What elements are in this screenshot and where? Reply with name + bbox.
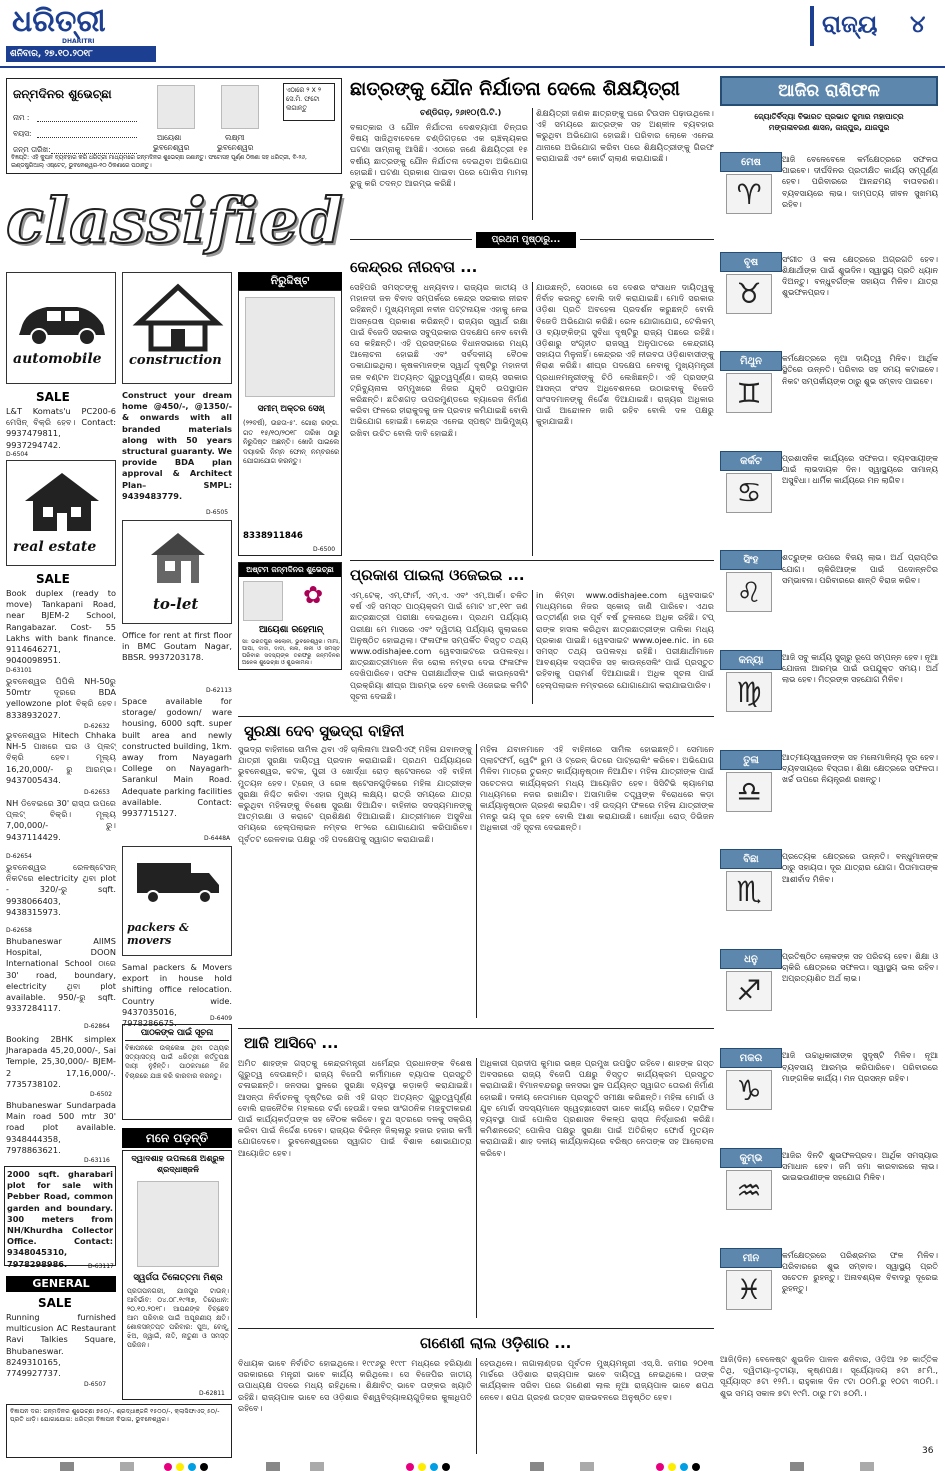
obituary-text: ପ୍ରତାପନଗରୀ, ଯାଜପୁର ଟାଉନ୍। ଆବିର୍ଭାବ: ୦୪.୦୮.୧୯୩୭, ତିରୋଧାନ: ୨୦.୧୦.୨୦୧୮। ଆପଣଙ୍କ ବିଚ୍ଛେଦ ଆମ ପରିବାର ପାଇଁ ଅପୂରଣୀୟ କ୍ଷତି। ଶୋକସନ୍ତପ୍ତ ପରିବାର: ପୁଅ, ବୋହୂ, ଝିଅ, ଜ୍ୱାଇଁ, ନାତି, ନାତୁଣୀ ଓ ସମସ୍ତ ପରିଜନ। bbox=[127, 1287, 229, 1349]
realestate-ad-5: ଭୁବନେଶ୍ୱର ରେଳଷ୍ଟେସନ୍ ନିକଟରେ electricity ଥିବା plot - 320/-ରୁ sqft. 9938066403, 9438315973. bbox=[6, 862, 116, 917]
lead-headline: ଛାତ୍ରଙ୍କୁ ଯୌନ ନିର୍ଯାତନା ଦେଲେ ଶିକ୍ଷୟିତ୍ରୀ bbox=[350, 78, 680, 100]
obituary-name: ସ୍ୱର୍ଗତା ତିଳୋତ୍ତମା ମିଶ୍ର bbox=[133, 1273, 223, 1283]
child-place-1: ଭୁବନେଶ୍ୱର bbox=[153, 143, 190, 152]
birthday-ad-name: ଆୟେଶା ରହେମାନ୍ bbox=[258, 625, 324, 635]
story3-body-2: ମହିଳା ଯବାନମାନେ ଏହି ବାହିନୀରେ ସାମିଲ ହୋଇଛନ୍ତି। ସେମାନେ ପ୍ଲାଟଫର୍ମ, ୱେଟିଂ ରୁମ ଓ ଟ୍ରେନ୍ ଭିତରେ ପାଟ୍ରୋଲିଂ କରିବେ। ଅଭିଯୋଗ ମିଳିବା ମାତ୍ରେ ତୁରନ୍ତ କାର୍ଯ୍ୟାନୁଷ୍ଠାନ ନିଆଯିବ। ମହିଳା ଯାତ୍ରୀଙ୍କ ପାଇଁ ସଚେତନତା କାର୍ଯ୍ୟକ୍ରମ ମଧ୍ୟ ଆୟୋଜିତ ହେବ। ସିସିଟିଭି କ୍ୟାମେରା ମାଧ୍ୟମରେ ନଜର ରଖାଯିବ। ଅସାମାଜିକ ତତ୍ତ୍ୱଙ୍କ ବିରୋଧରେ କଡ଼ା କାର୍ଯ୍ୟାନୁଷ୍ଠାନ ଗ୍ରହଣ କରାଯିବ। ଏହି ଉଦ୍ୟମ ଫଳରେ ମହିଳା ଯାତ୍ରୀଙ୍କ ମନରୁ ଭୟ ଦୂର ହେବ ବୋଲି ଆଶା କରାଯାଉଛି। ଖୋର୍ଦ୍ଧା ରୋଡ୍ ଡିଭିଜନ ଅଧିକାରୀ ଏହି ସୂଚନା ଦେଇଛନ୍ତି। bbox=[480, 744, 714, 833]
classified-banner-text: classified bbox=[6, 184, 344, 257]
tolet-label: to-let bbox=[153, 595, 199, 613]
missing-phone: 8338911846 bbox=[243, 531, 303, 541]
lead-body-1: ବଳାତ୍କାର ଓ ଯୌନ ନିର୍ଯାତନା ଦେଶବ୍ୟାପୀ ଚିନ୍ତାର ବିଷୟ ସାଜିଥିବାବେଳେ ଚଣ୍ଡିଗଡ଼ରେ ଏକ ଚାଞ୍ଚଲ୍ୟକର ଘଟଣା ସାମ୍ନାକୁ ଆସିଛି। ଏଠାରେ ଜଣେ ଶିକ୍ଷୟିତ୍ରୀ ୧୫ ବର୍ଷୀୟ ଛାତ୍ରଙ୍କୁ ଯୌନ ନିର୍ଯାତନା ଦେଇଥିବା ଅଭିଯୋଗ ହୋଇଛି। ଘଟଣା ପ୍ରକାଶ ପାଇବା ପରେ ପୋଲିସ ମାମଲା ରୁଜୁ କରି ତଦନ୍ତ ଆରମ୍ଭ କରିଛି। bbox=[350, 122, 528, 189]
general-heading: GENERAL bbox=[6, 1276, 116, 1292]
birthday-ad bbox=[238, 562, 342, 670]
automobile-label: automobile bbox=[13, 351, 102, 367]
birthday-form bbox=[6, 78, 342, 174]
lead-body-2: ଶିକ୍ଷୟିତ୍ରୀ ଜଣକ ଛାତ୍ରଙ୍କୁ ଘରେ ଟିଉସନ ପଢ଼ାଉଥିଲେ। ଏହି ସମୟରେ ଛାତ୍ରଙ୍କ ସହ ଅଶ୍ଳୀଳ ବ୍ୟବହାର କରୁଥିବା ଅଭିଯୋଗ ହୋଇଛି। ପରିବାର ଲୋକେ ଏନେଇ ଥାନାରେ ଅଭିଯୋଗ କରିବା ପରେ ଶିକ୍ଷୟିତ୍ରୀଙ୍କୁ ଗିରଫ କରାଯାଇଛି ଏବଂ କୋର୍ଟ ଚାଲାଣ କରାଯାଇଛି। bbox=[536, 108, 714, 163]
reader-note bbox=[122, 1024, 232, 1120]
packers-ad: Samal packers & Movers export in house hold shifting office relocation. Country wide. 9437035016, 7978286675. bbox=[122, 962, 232, 1029]
horoscope-row bbox=[720, 1248, 938, 1344]
realestate-ad-2: ଭୁବନେଶ୍ୱର ପିପିଲି NH-50ରୁ 50mtr ଦୂରରେ BDA yellowzone plot ବିକ୍ରି ହେବ। 8338932027. bbox=[6, 676, 116, 720]
birthday-ad-text: ସା: ଭରତପୁର କଲୋନୀ, ଭୁବନେଶ୍ୱର। ମାମା, ପାପା, ଦାଦା, ଦାଦୀ, ନାନା, ନାନୀ ଓ ସମସ୍ତ ପରିବାର ସଦସ୍ୟଙ୍କ ତରଫରୁ ଜନ୍ମଦିନର ଅନେକ ଶୁଭେଚ୍ଛା ଓ ଶୁଭକାମନା। bbox=[242, 639, 340, 666]
car-icon bbox=[7, 279, 117, 359]
story4-headline: ଆଜି ଆସିବେ ... bbox=[244, 1034, 339, 1052]
masthead-date: ଶନିବାର, ୨୭.୧୦.୨୦୧୮ bbox=[6, 46, 156, 62]
footer-page-number: 36 bbox=[922, 1446, 934, 1456]
zodiac-sign-label: ମେଷ bbox=[720, 152, 782, 172]
zodiac-sign-label: କନ୍ୟା bbox=[720, 650, 782, 670]
story5-body-1: ବିଧାୟକ ଭାବେ ନିର୍ବାଚିତ ହୋଇଥିଲେ। ୧୯୯୬ରୁ ୧୯୯୮ ମଧ୍ୟରେ ହରିୟାଣା ସରକାରରେ ମନ୍ତ୍ରୀ ଭାବେ କାର୍ଯ୍ୟ କରିଥିଲେ। ସେ ବିଜେପିର ଜାତୀୟ ଉପାଧ୍ୟକ୍ଷ ପଦରେ ମଧ୍ୟ ରହିଥିଲେ। ଶିକ୍ଷାବିତ୍ ଭାବେ ତାଙ୍କର ଖ୍ୟାତି ରହିଛି। ରାଜ୍ୟପାଳ ଭାବେ ସେ ଓଡ଼ିଶାର ବିଶ୍ୱବିଦ୍ୟାଳୟଗୁଡ଼ିକର କୁଳାଧିପତି ରହିବେ। bbox=[238, 1358, 472, 1413]
horoscope-header bbox=[720, 76, 938, 106]
realestate-ad-3-code: D-62653 bbox=[84, 789, 110, 796]
tolet-box bbox=[122, 520, 232, 624]
section-title: ରାଜ୍ୟ bbox=[822, 10, 878, 38]
realestate-ad-9: 2000 sqft. gharabari plot for sale with Pebber Road, common garden and boundary. 300 meters from NH/Khurdha Collector Office. Contact: 9348045310, 7978298986. bbox=[4, 1166, 116, 1266]
realestate-ad-1: Book duplex (ready to move) Tankapani Road, near BJEM-2 School, Rangabazar. Cost- 55 Lakhs with bank finance. 9114646271, 9040098951. bbox=[6, 588, 116, 666]
general-ad-code: D-6507 bbox=[84, 1381, 107, 1388]
zodiac-sign-label: ଧନୁ bbox=[720, 949, 782, 969]
obituary-code: D-62811 bbox=[199, 1390, 225, 1397]
zodiac-sign-label: ମୀନ bbox=[720, 1248, 782, 1268]
horoscope-subtitle: ଜ୍ୟୋତିର୍ବିଦ୍ୟା ବିଭାରତ ପ୍ରଭାତ କୁମାର ମହାପାତ୍ର ମଙ୍ଗଳାବରଣ ଶାସନ, ଜାଜ୍ପୁର, ଯାଜପୁର bbox=[754, 112, 904, 132]
cancer-icon: ♋ bbox=[726, 473, 772, 513]
child-place-2: ଭୁବନେଶ୍ୱର bbox=[217, 143, 254, 152]
gemini-icon: ♊ bbox=[726, 373, 772, 413]
zodiac-sign-label: ବିଛା bbox=[720, 849, 782, 869]
construction-ad: Construct your dream home @450/-, @1350/- & onwards with all branded materials along with 50 years structural guaranty. We provide BDA plan approval & Architect Plan– SMPL: 9439483779. bbox=[122, 390, 232, 501]
story1-body-2: ଯାଉଛନ୍ତି, ସେଠାରେ ସେ ଦେଶର ସଂସାଧନ ଦାୟିତ୍ୱକୁ ନିର୍ବାହ କରନ୍ତୁ ବୋଲି ଦାବି କରାଯାଇଛି। ମୋଦି ସରକାର ଓଡ଼ିଶା ପ୍ରତି ଅବହେଳା ପ୍ରଦର୍ଶନ କରୁଛନ୍ତି ବୋଲି ବିଜେଡି ଅଭିଯୋଗ କରିଛି। ରେଳ ଯୋଗାଯୋଗ, ଟେଲିକମ୍ ଓ ବ୍ୟାଙ୍କିଙ୍ଗ ସୁବିଧା ଦୃଷ୍ଟିରୁ ରାଜ୍ୟ ପଛରେ ରହିଛି। ଓଡ଼ିଶାରୁ ସଂଗୃହୀତ ରାଜସ୍ୱ ଅନୁପାତରେ କେନ୍ଦ୍ରୀୟ ସହାୟତା ମିଳୁନାହିଁ। କେନ୍ଦ୍ରର ଏହି ନୀରବତା ଓଡ଼ିଶାବାସୀଙ୍କୁ ନିରାଶ କରିଛି। ଶୀଘ୍ର ପଦକ୍ଷେପ ନେବାକୁ ମୁଖ୍ୟମନ୍ତ୍ରୀ ପ୍ରଧାନମନ୍ତ୍ରୀଙ୍କୁ ଚିଠି ଲେଖିଛନ୍ତି। ଏହି ପ୍ରସଙ୍ଗ ଆସନ୍ତା ସଂସଦ ଅଧିବେଶନରେ ଉଠାଇବାକୁ ବିଜେଡି ସାଂସଦମାନଙ୍କୁ ନିର୍ଦ୍ଦେଶ ଦିଆଯାଇଛି। ରାଜ୍ୟର ଅଧିକାର ପାଇଁ ଆନ୍ଦୋଳନ ଜାରି ରହିବ ବୋଲି ଦଳ ପକ୍ଷରୁ କୁହାଯାଇଛି। bbox=[536, 282, 714, 427]
horoscope-row bbox=[720, 451, 938, 547]
page-number: ୪ bbox=[910, 10, 926, 38]
story2-headline: ପ୍ରକାଶ ପାଇଲା ଓଜେଇଇ ... bbox=[350, 566, 525, 584]
sale-heading-3: SALE bbox=[38, 1296, 72, 1310]
packers-box bbox=[122, 846, 232, 956]
photo-placeholder: ଏଠାରେ ୨ X ୨ ସେ.ମି. ଫଟୋ ଲଗାନ୍ତୁ bbox=[283, 83, 335, 121]
realestate-ad-1-code: D-63101 bbox=[6, 667, 32, 674]
aquarius-icon: ♒ bbox=[726, 1170, 772, 1210]
capricorn-icon: ♑ bbox=[726, 1070, 772, 1110]
realestate-box bbox=[6, 460, 116, 566]
reader-note-text: ବିଜ୍ଞାପନରେ ଉଲ୍ଲେଖ ଥିବା ତଥ୍ୟର ସତ୍ୟାସତ୍ୟ ପାଇଁ ଧରିତ୍ରୀ କର୍ତ୍ତୃପକ୍ଷ ଦାୟୀ ନୁହଁନ୍ତି। ପାଠକମାନେ ନିଜ ବିଚାରରେ ଯାଞ୍ଚ କରି କାରବାର କରନ୍ତୁ। bbox=[125, 1044, 229, 1080]
missing-photo bbox=[245, 297, 335, 397]
taurus-icon: ♉ bbox=[726, 274, 772, 314]
horoscope-row bbox=[720, 849, 938, 945]
missing-box bbox=[238, 290, 342, 556]
zodiac-sign-label: ବୃଷ bbox=[720, 252, 782, 272]
zodiac-prediction: ସଂଗୀତ ଓ କଳା କ୍ଷେତ୍ରରେ ଅଗ୍ରଗତି ହେବ। ଶିକ୍ଷାର୍ଥୀଙ୍କ ପାଇଁ ଶୁଭଦିନ। ସ୍ୱାସ୍ଥ୍ୟ ପ୍ରତି ଧ୍ୟାନ ଦିଅନ୍ତୁ। ବନ୍ଧୁବର୍ଗଙ୍କ ସହାୟତା ମିଳିବ। ଯାତ୍ରା ଶୁଭଫଳପ୍ରଦ। bbox=[782, 254, 938, 298]
story3-headline: ସୁରକ୍ଷା ଦେବ ସୁଭଦ୍ରା ବାହିନୀ bbox=[244, 722, 405, 740]
zodiac-prediction: ପ୍ରତ୍ୟେକ କ୍ଷେତ୍ରରେ ଉନ୍ନତି। ବନ୍ଧୁମାନଙ୍କ ଠାରୁ ସହାୟତା। ଦୂର ଯାତ୍ରାର ଯୋଗ। ପିତାମାତାଙ୍କ ଆଶୀର୍ବାଦ ମିଳିବ। bbox=[782, 852, 938, 884]
birthday-child-photo bbox=[243, 581, 283, 621]
story2-body-1: ଏମ୍.ଟେକ୍, ଏମ୍.ଫାର୍ମ, ଏମ୍.ଏ. ଏବଂ ଏମ୍.ଆର୍କ। ଚଳିତ ବର୍ଷ ଏହି ସମସ୍ତ ପାଠ୍ୟକ୍ରମ ପାଇଁ ମୋଟ ୪୮,୧୧୮ ଜଣ ଛାତ୍ରଛାତ୍ରୀ ପରୀକ୍ଷା ଦେଇଥିଲେ। ପ୍ରଥମ ପର୍ଯ୍ୟାୟ ପରୀକ୍ଷା ମେ ମାସରେ ଏବଂ ଦ୍ୱିତୀୟ ପର୍ଯ୍ୟାୟ ଜୁଲାଇରେ ଅନୁଷ୍ଠିତ ହୋଇଥିଲା। ଫଳାଫଳ ସମ୍ପର୍କିତ ବିସ୍ତୃତ ତଥ୍ୟ www.odishajee.com ୱେବସାଇଟରେ ଉପଲବ୍ଧ। ଛାତ୍ରଛାତ୍ରୀମାନେ ନିଜ ରୋଲ ନମ୍ବର ଦେଇ ଫଳାଫଳ ଦେଖିପାରିବେ। ସଫଳ ପରୀକ୍ଷାର୍ଥୀଙ୍କ ପାଇଁ କାଉନ୍ସେଲିଂ ପ୍ରକ୍ରିୟା ଶୀଘ୍ର ଆରମ୍ଭ ହେବ ବୋଲି ଓଜେଇଇ କମିଟି ସୂଚନା ଦେଇଛି। bbox=[350, 590, 528, 701]
realestate-ad-4-code: D-62654 bbox=[6, 853, 32, 860]
panjika: ଆଜି(ଦିନ) ବେଳେଷ୍ଟ ଶୁଭଦିନ ପାଳନ ଶନିବାର, ଓଡ଼ିଆ ୨୭ କାର୍ତ୍ତିକ ତିଥି, ଦ୍ୱିତୀୟା-ତୃତୀୟା, କୃଷ୍ଣପକ୍ଷ। ସୂର୍ଯ୍ୟୋଦୟ ୫ଟା ୫୮ମି., ସୂର୍ଯ୍ୟାସ୍ତ ୫ଟା ୧୨ମି.। ରାହୁକାଳ ଦିନ ୯ଟା ୦୦ମି.ରୁ ୧୦ଟା ୩୦ମି.। ଶୁଭ ସମୟ ସକାଳ ୭ଟା ୧୯ମି. ଠାରୁ ୮ଟା ୫୦ମି.। bbox=[720, 1354, 938, 1398]
zodiac-sign-label: ତୁଳା bbox=[720, 750, 782, 770]
realestate-label: real estate bbox=[13, 539, 97, 555]
story4-body-2: ଅଧିକାରୀ ପ୍ରଦୀପ କୁମାର ଭଞ୍ଜ ପ୍ରମୁଖ ଉପସ୍ଥିତ ରହିବେ। ଶାହଙ୍କ ଗସ୍ତ ଅବସରରେ ରାଜ୍ୟ ବିଜେପି ପକ୍ଷରୁ ବିସ୍ତୃତ କାର୍ଯ୍ୟକ୍ରମ ପ୍ରସ୍ତୁତ କରାଯାଇଛି। ବିମାନବନ୍ଦରରୁ ଜନସଭା ସ୍ଥଳ ପର୍ଯ୍ୟନ୍ତ ସ୍ୱାଗତ ତୋରଣ ନିର୍ମାଣ ହୋଇଛି। ଦଳୀୟ ନେତାମାନେ ପ୍ରସ୍ତୁତି ସମୀକ୍ଷା କରିଛନ୍ତି। ମହିଳା ମୋର୍ଚ୍ଚା ଓ ଯୁବ ମୋର୍ଚ୍ଚା ସଦସ୍ୟମାନେ ସ୍ୱେଚ୍ଛାସେବୀ ଭାବେ କାର୍ଯ୍ୟ କରିବେ। ଟ୍ରାଫିକ ବ୍ୟବସ୍ଥା ପାଇଁ ପୋଲିସ ପ୍ରଶାସନ ବିକଳ୍ପ ରାସ୍ତା ନିର୍ଦ୍ଧାରଣ କରିଛି। କମିଶନରେଟ୍ ପୋଲିସ ପକ୍ଷରୁ ସୁରକ୍ଷା ପାଇଁ ଅତିରିକ୍ତ ଫୋର୍ସ ମୁତୟନ କରାଯାଇଛି। ଶାହ ଦଳୀୟ କାର୍ଯ୍ୟାଳୟରେ ବରିଷ୍ଠ ନେତାଙ୍କ ସହ ଆଲୋଚନା କରିବେ। bbox=[480, 1058, 714, 1158]
obituary-photo bbox=[137, 1181, 219, 1267]
horoscope-row bbox=[720, 650, 938, 746]
zodiac-sign-label: ସିଂହ bbox=[720, 550, 782, 570]
reader-note-title: ପାଠକଙ୍କ ପାଇଁ ସୂଚନା bbox=[125, 1027, 229, 1041]
zodiac-sign-label: କୁମ୍ଭ bbox=[720, 1148, 782, 1168]
story5-body-2: ହେଉଥିଲେ। ନାଗାଲାଣ୍ଡର ପୂର୍ବତନ ମୁଖ୍ୟମନ୍ତ୍ରୀ ଏସ୍.ସି. ଜମୀର ୨୦୧୩ ମାର୍ଚ୍ଚରେ ଓଡ଼ିଶାର ରାଜ୍ୟପାଳ ଭାବେ ଦାୟିତ୍ୱ ନେଇଥିଲେ। ତାଙ୍କ କାର୍ଯ୍ୟକାଳ ସରିବା ପରେ ଗଣେଶୀ ଲାଲ ନୂଆ ରାଜ୍ୟପାଳ ଭାବେ ଶପଥ ନେବେ। ଶପଥ ଗ୍ରହଣ ଉତ୍ସବ ରାଜଭବନରେ ଅନୁଷ୍ଠିତ ହେବ। bbox=[480, 1358, 714, 1402]
front-page-continued: ପ୍ରଥମ ପୃଷ୍ଠାରୁ... bbox=[476, 232, 576, 248]
zodiac-prediction: ଆଜିର ଦିନଟି ଶୁଭଫଳପ୍ରଦ। ଆର୍ଥିକ ସମସ୍ୟାର ସମାଧାନ ହେବ। ଜମି ଜମା କାରବାରରେ ଲାଭ। ଭାଇଭଉଣୀଙ୍କ ସହଯୋଗ ମିଳିବ। bbox=[782, 1151, 938, 1183]
story5-headline: ଗଣେଶୀ ଲାଲ ଓଡ଼ିଶାର ... bbox=[420, 1334, 572, 1352]
automobile-box bbox=[6, 272, 116, 384]
sale-heading-2: SALE bbox=[36, 572, 70, 586]
tolet-ad-1: Office for rent at first floor in BMC Goutam Nagar, BBSR. 9937203178. bbox=[122, 630, 232, 663]
child-photo-2 bbox=[221, 85, 259, 129]
construction-ad-code: D-6505 bbox=[206, 509, 229, 516]
horoscope-title: ଆଜିର ରାଶିଫଳ bbox=[778, 81, 880, 101]
story1-body-1: ସେହିପରି ସମସ୍ତଙ୍କୁ ଧନ୍ୟବାଦ। ରାଜ୍ୟର ଜାତୀୟ ଓ ମହାନଦୀ ଜଳ ବିବାଦ ସମ୍ପର୍କରେ କେନ୍ଦ୍ର ସରକାର ନୀରବ ରହିଛନ୍ତି। ମୁଖ୍ୟମନ୍ତ୍ରୀ ନବୀନ ପଟ୍ଟନାୟକ ଏହାକୁ ନେଇ ଅସନ୍ତୋଷ ପ୍ରକାଶ କରିଛନ୍ତି। ରାଜ୍ୟର ସ୍ୱାର୍ଥ ରକ୍ଷା ପାଇଁ ବିଜେଡି ସରକାର ସବୁପ୍ରକାର ପଦକ୍ଷେପ ନେବ ବୋଲି ସେ କହିଛନ୍ତି। ଏହି ପ୍ରସଙ୍ଗରେ ବିଧାନସଭାରେ ମଧ୍ୟ ଆଲୋଚନା ହୋଇଛି ଏବଂ ସର୍ବଦଳୀୟ ବୈଠକ ଡକାଯାଇଥିଲା। କୃଷକମାନଙ୍କ ସ୍ୱାର୍ଥ ଦୃଷ୍ଟିରୁ ମହାନଦୀ ଜଳ ବଣ୍ଟନ ଅତ୍ୟନ୍ତ ଗୁରୁତ୍ୱପୂର୍ଣ୍ଣ। ରାଜ୍ୟ ସରକାର ଟ୍ରିବ୍ୟୁନାଲ ସମ୍ମୁଖରେ ନିଜର ଯୁକ୍ତି ଉପସ୍ଥାପନ କରିଛନ୍ତି। ଛତିଶଗଡ଼ ଉପରମୁଣ୍ଡରେ ବ୍ୟାରେଜ ନିର୍ମାଣ କରିବା ଫଳରେ ହୀରାକୁଦକୁ ଜଳ ପ୍ରବାହ କମିଯାଇଛି ବୋଲି ଅଭିଯୋଗ ହୋଇଛି। କେନ୍ଦ୍ର ଏନେଇ ସ୍ପଷ୍ଟ ଆଭିମୁଖ୍ୟ ରଖିବା ଉଚିତ ବୋଲି ଦାବି ହୋଇଛି। bbox=[350, 282, 528, 438]
zodiac-prediction: ପ୍ରଶାସନିକ କାର୍ଯ୍ୟରେ ସଫଳତା। ବ୍ୟବସାୟୀଙ୍କ ପାଇଁ ଲାଭଦାୟକ ଦିନ। ସ୍ୱାସ୍ଥ୍ୟରେ ସାମାନ୍ୟ ଅସୁବିଧା। ଧାର୍ମିକ କାର୍ଯ୍ୟରେ ମନ ଲାଗିବ। bbox=[782, 453, 938, 486]
packers-ad-code: D-6409 bbox=[210, 1015, 233, 1022]
general-ad: Running furnished multicusion AC Restaurant Ravi Talkies Square, Bhubaneswar. 8249310165, 7749927737. bbox=[6, 1312, 116, 1379]
zodiac-sign-label: ମିଥୁନ bbox=[720, 351, 782, 371]
horoscope-row bbox=[720, 1048, 938, 1144]
obituary-section-title: ମନେ ପଡ଼ନ୍ତି bbox=[122, 1128, 232, 1148]
obituary-title: ଦ୍ୱାଦଶାହ ଉପଲକ୍ଷେ ଅଶ୍ରୁଳ ଶ୍ରଦ୍ଧାଞ୍ଜଳି bbox=[131, 1153, 225, 1174]
zodiac-prediction: ଆଜି ସବୁ କାର୍ଯ୍ୟ ସୁଚାରୁ ରୂପେ ସମ୍ପନ୍ନ ହେବ। ନୂଆ ଯୋଜନା ଆରମ୍ଭ ପାଇଁ ଉପଯୁକ୍ତ ସମୟ। ଅର୍ଥ ଲାଭ ହେବ। ମିତ୍ରଙ୍କ ସହଯୋଗ ମିଳିବ। bbox=[782, 653, 938, 685]
logo: ଧରିତ୍ରୀ bbox=[12, 4, 106, 39]
realestate-ad-6-code: D-62864 bbox=[84, 1023, 110, 1030]
story4-body-1: ଅମିତ ଶାହଙ୍କ ଗସ୍ତକୁ କେନ୍ଦ୍ରମନ୍ତ୍ରୀ ଧର୍ମେନ୍ଦ୍ର ପ୍ରଧାନଙ୍କ ବିଶେଷ ଗୁରୁତ୍ୱ ଦେଉଛନ୍ତି। ରାଜ୍ୟ ବିଜେପି କର୍ମୀମାନେ ବ୍ୟାପକ ପ୍ରସ୍ତୁତି ଚଳାଇଛନ୍ତି। ଜନସଭା ସ୍ଥଳରେ ସୁରକ୍ଷା ବ୍ୟବସ୍ଥା କଡ଼ାକଡ଼ି କରାଯାଇଛି। ଆସନ୍ତା ନିର୍ବାଚନକୁ ଦୃଷ୍ଟିରେ ରଖି ଏହି ଗସ୍ତ ଅତ୍ୟନ୍ତ ଗୁରୁତ୍ୱପୂର୍ଣ୍ଣ ବୋଲି ରାଜନୈତିକ ମହଲରେ ଚର୍ଚ୍ଚା ହେଉଛି। ଦଳର ସାଂଗଠନିକ ମଜବୁତୀକରଣ ପାଇଁ କାର୍ଯ୍ୟକର୍ତ୍ତାଙ୍କ ସହ ବୈଠକ କରିବେ। ବୁଥ ସ୍ତରରେ ଦଳକୁ ସକ୍ରିୟ କରିବା ପାଇଁ ନିର୍ଦ୍ଦେଶ ଦେବେ। ରାଜ୍ୟର ବିଭିନ୍ନ ଜିଲ୍ଲାରୁ ହଜାର ହଜାର କର୍ମୀ ଯୋଗଦେବେ। ଭୁବନେଶ୍ୱରରେ ସ୍ୱାଗତ ପାଇଁ ବିଶାଳ ଶୋଭାଯାତ୍ରା ଆୟୋଜିତ ହେବ। bbox=[238, 1058, 472, 1158]
sale-ad-1: L&T Komats'u PC200-6 ମେସିନ୍ ବିକ୍ରି ହେବ। Contact: 9937479811, 9937294742. bbox=[6, 406, 116, 450]
sale-heading-1: SALE bbox=[36, 390, 70, 404]
child-name-2: ଲକ୍ଷ୍ମୀ bbox=[225, 133, 245, 142]
packers-label: packers & movers bbox=[127, 921, 189, 947]
sagittarius-icon: ♐ bbox=[726, 971, 772, 1011]
realestate-ad-9-code: D-63117 bbox=[88, 1263, 114, 1270]
story1-headline: କେନ୍ଦ୍ରର ନୀରବତା ... bbox=[350, 258, 478, 276]
name-label: ନାମ : bbox=[13, 113, 30, 122]
construction-box bbox=[122, 272, 232, 384]
zodiac-sign-label: ମକର bbox=[720, 1048, 782, 1068]
zodiac-prediction: କର୍ମକ୍ଷେତ୍ରରେ ପରିଶ୍ରମର ଫଳ ମିଳିବ। ପରିବାରରେ ଶୁଭ ସମ୍ବାଦ। ସ୍ୱାସ୍ଥ୍ୟ ପ୍ରତି ସଚେତନ ରୁହନ୍ତୁ। ଅନାବଶ୍ୟକ ବିବାଦରୁ ଦୂରେଇ ରୁହନ୍ତୁ। bbox=[782, 1250, 938, 1294]
birthday-form-footnote: ବିଜ୍ଞପ୍ତି: ଏହି କୁପନ ବ୍ୟବହାର କରି ଧରିତ୍ରୀ ମାଧ୍ୟମରେ ଜନ୍ମଦିନର ଶୁଭେଚ୍ଛା ଜଣାନ୍ତୁ। ଫଟୋସହ ପୂର୍ଣ୍ଣ ଠିକଣା ସହ ଧରିତ୍ରୀ, ବି-୨୬, ଇଣ୍ଡଷ୍ଟ୍ରିଆଲ୍ ଏଷ୍ଟେଟ୍, ଭୁବନେଶ୍ୱର-୧୦ ଠିକଣାରେ ପଠାନ୍ତୁ। bbox=[11, 155, 307, 169]
zodiac-prediction: ପ୍ରତିଷ୍ଠିତ ଲୋକଙ୍କ ସହ ପରିଚୟ ହେବ। ଶିକ୍ଷା ଓ ଚାକିରି କ୍ଷେତ୍ରରେ ସଫଳତା। ସ୍ୱାସ୍ଥ୍ୟ ଭଲ ରହିବ। ଅପ୍ରତ୍ୟାଶିତ ଅର୍ଥ ଲାଭ। bbox=[782, 951, 938, 984]
obituary-box bbox=[122, 1150, 232, 1400]
registration-strip bbox=[0, 1458, 945, 1471]
story2-body-2: in କିମ୍ବା www.odishajee.com ୱେବସାଇଟ ମାଧ୍ୟମରେ ନିଜର ସ୍କୋର୍ ଜାଣି ପାରିବେ। ଏଥର ଉତ୍ତୀର୍ଣ୍ଣ ହାର ପୂର୍ବ ବର୍ଷ ତୁଳନାରେ ଅଧିକ ରହିଛି। ଟପ୍ ରାଙ୍କ ହାସଲ କରିଥିବା ଛାତ୍ରଛାତ୍ରୀଙ୍କ ତାଲିକା ମଧ୍ୟ ପ୍ରକାଶ ପାଇଛି। ୱେବସାଇଟ www.ojee.nic. in ରେ ସମସ୍ତ ତଥ୍ୟ ଉପଲବ୍ଧ ରହିଛି। ପରୀକ୍ଷାର୍ଥୀମାନେ ଆବଶ୍ୟକ ଦସ୍ତାବିଜ ସହ କାଉନ୍ସେଲିଂ ପାଇଁ ପ୍ରସ୍ତୁତ ରହିବାକୁ ପରାମର୍ଶ ଦିଆଯାଇଛି। ଅଧିକ ସୂଚନା ପାଇଁ ହେଲ୍ପଲାଇନ ନମ୍ବରରେ ଯୋଗାଯୋଗ କରାଯାଇପାରିବ। bbox=[536, 590, 714, 690]
aries-icon: ♈ bbox=[726, 174, 772, 214]
zodiac-sign-label: କର୍କଟ bbox=[720, 451, 782, 471]
dob-label: ଜନ୍ମ ତାରିଖ: bbox=[13, 145, 51, 154]
horoscope-row bbox=[720, 351, 938, 447]
horoscope-row bbox=[720, 949, 938, 1045]
construction-icon bbox=[123, 279, 233, 359]
realestate-ad-2-code: D-62632 bbox=[84, 723, 110, 730]
birthday-ad-title: ଅଷ୍ଟମ ଜନ୍ମଦିନର ଶୁଭେଚ୍ଛା bbox=[239, 563, 341, 577]
realestate-ad-8: Bhubaneswar Sundarpada Main road 500 mtr 30' road plot available. 9348444358, 7978863621. bbox=[6, 1100, 116, 1155]
horoscope-row bbox=[720, 1148, 938, 1244]
realestate-ad-8-code: D-63116 bbox=[84, 1157, 110, 1164]
realestate-ad-5-code: D-62658 bbox=[6, 927, 32, 934]
construction-label: construction bbox=[129, 353, 222, 368]
flower-icon: ✿ bbox=[302, 581, 324, 609]
missing-name: ସମୀମ୍ ଅକ୍ତର ସେଖ୍ bbox=[257, 403, 325, 413]
scorpio-icon: ♏ bbox=[726, 871, 772, 911]
age-label: ବୟସ: bbox=[13, 129, 32, 138]
realestate-ad-7-code: D-6502 bbox=[90, 1091, 113, 1098]
pisces-icon: ♓ bbox=[726, 1270, 772, 1310]
horoscope-row bbox=[720, 252, 938, 348]
tolet-ad-2-code: D-6448A bbox=[204, 835, 231, 842]
tolet-house-icon bbox=[123, 525, 233, 595]
house-icon bbox=[7, 467, 117, 537]
virgo-icon: ♍ bbox=[726, 672, 772, 712]
child-name-1: ଆୟେଶା bbox=[157, 133, 182, 142]
tolet-ad-2: Space available for storage/ godown/ ware housing, 6000 sqft. super built area and newly constructed building, 1km. away from Nayagarh College on Nayagarh-Sarankul Main Road. Adequate parking facilities available. Contact: 9937715127. bbox=[122, 696, 232, 819]
realestate-ad-3: ଭୁବନେଶ୍ୱର Hitech Chhaka NH-5 ପାଖରେ ଘର ଓ ପ୍ଲଟ୍ ବିକ୍ରି ହେବ। ମୂଲ୍ୟ 16,20,000/- ରୁ ଆରମ୍ଭ। 9437005434. bbox=[6, 730, 116, 785]
lead-dateline: ଚଣ୍ଡିଗଡ଼, ୨୬ା୧୦(ପି.ଟି.) bbox=[420, 108, 502, 117]
classified-banner bbox=[6, 182, 342, 264]
birthday-form-title: ଜନ୍ମଦିନର ଶୁଭେଚ୍ଛା bbox=[13, 87, 112, 101]
logo-sub: DHARITRI bbox=[62, 38, 95, 45]
zodiac-prediction: ଆଜି ବେଳେବେଳେ କର୍ମକ୍ଷେତ୍ରରେ ସଫଳତା ପାଇବେ। ଦୀର୍ଘଦିନର ପ୍ରତୀକ୍ଷିତ କାର୍ଯ୍ୟ ସମ୍ପୂର୍ଣ୍ଣ ହେବ। ପରିବାରରେ ଆନନ୍ଦମୟ ବାତାବରଣ। ବ୍ୟବସାୟରେ ଲାଭ। ଦାମ୍ପତ୍ୟ ଜୀବନ ସୁଖମୟ ରହିବ। bbox=[782, 155, 938, 209]
zodiac-prediction: କର୍ମକ୍ଷେତ୍ରରେ ନୂଆ ଦାୟିତ୍ୱ ମିଳିବ। ଆର୍ଥିକ ସ୍ଥିତିରେ ଉନ୍ନତି। ପରିବାର ସହ ସମୟ କଟାଇବେ। ନିକଟ ସମ୍ପର୍କୀୟଙ୍କ ଠାରୁ ଶୁଭ ସମ୍ବାଦ ପାଇବେ। bbox=[782, 354, 938, 386]
sale-ad-1-code: D-6504 bbox=[6, 451, 29, 458]
tolet-ad-1-code: D-62113 bbox=[206, 687, 232, 694]
libra-icon: ♎ bbox=[726, 772, 772, 812]
realestate-ad-7: Booking 2BHK simplex Jharapada 45,20,000/-, Sai Temple, 25,30,000/- BJEM-2 17,16,000/-. 7735738102. bbox=[6, 1034, 116, 1089]
zodiac-prediction: ଆତ୍ମୀୟସ୍ୱଜନଙ୍କ ସହ ମନୋମାଳିନ୍ୟ ଦୂର ହେବ। ବ୍ୟବସାୟରେ ବିସ୍ତାର। ଶିକ୍ଷା କ୍ଷେତ୍ରରେ ସଫଳତା। ଖର୍ଚ୍ଚ ଉପରେ ନିୟନ୍ତ୍ରଣ ରଖନ୍ତୁ। bbox=[782, 752, 938, 784]
horoscope-row bbox=[720, 550, 938, 646]
zodiac-prediction: ଶତ୍ରୁଙ୍କ ଉପରେ ବିଜୟ ଲାଭ। ଅର୍ଥ ପ୍ରାପ୍ତିର ଯୋଗ। ଚାକିରିଆଙ୍କ ପାଇଁ ପଦୋନ୍ନତିର ସମ୍ଭାବନା। ପରିବାରରେ ଶାନ୍ତି ବିରାଜ କରିବ। bbox=[782, 553, 938, 585]
horoscope-row bbox=[720, 152, 938, 248]
horoscope-row bbox=[720, 750, 938, 846]
truck-icon bbox=[123, 853, 233, 909]
registration-marks bbox=[0, 1460, 945, 1471]
realestate-ad-6: Bhubaneswar AIIMS Hospital, DOON International School ଠାରେ 30' road, boundary, electricity ଥିବା plot available. 950/-ରୁ sqft. 9337284117. bbox=[6, 936, 116, 1014]
missing-text: (୨୨ବର୍ଷ), ଉଚ୍ଚତା-୫'. ଗୋରା ରଙ୍ଗ. ଗତ ୧୫/୧୦/୨୦୧୮ ତାରିଖ ଠାରୁ ନିରୁଦ୍ଦିଷ୍ଟ ଅଛନ୍ତି। ଖୋଜି ପାଇଲେ ଦୟାକରି ନିମ୍ନ ଫୋନ୍ ନମ୍ବରରେ ଯୋଗାଯୋଗ କରନ୍ତୁ। bbox=[243, 419, 339, 466]
realestate-ad-4: NH ଡିବେଇରେ 30' ରାସ୍ତା ଉପରେ ପ୍ଲଟ୍ ବିକ୍ରି। ମୂଲ୍ୟ 7,00,000/- ରୁ। 9437114429. bbox=[6, 798, 116, 842]
story3-body-1: ସୁଭଦ୍ରା ବାହିନୀରେ ସାମିଲ ଥିବା ଏହି ଚାଲିନାମା ଆରପିଏଫ୍ ମହିଳା ଯବାନଙ୍କୁ ଯାତ୍ରୀ ସୁରକ୍ଷା ଦାୟିତ୍ୱ ପ୍ରଦାନ କରାଯାଇଛି। ପ୍ରଥମ ପର୍ଯ୍ୟାୟରେ ଭୁବନେଶ୍ୱର, କଟକ, ପୁରୀ ଓ ଖୋର୍ଦ୍ଧା ରୋଡ଼ ଷ୍ଟେସନରେ ଏହି ବାହିନୀ ମୁତୟନ ହେବ। ଟ୍ରେନ୍ ଓ ରେଳ ଷ୍ଟେସନଗୁଡ଼ିକରେ ମହିଳା ଯାତ୍ରୀଙ୍କ ସୁରକ୍ଷା ନିଶ୍ଚିତ କରିବା ଏହାର ମୁଖ୍ୟ ଲକ୍ଷ୍ୟ। ରାତ୍ରି ସମୟରେ ଯାତ୍ରା କରୁଥିବା ମହିଳାଙ୍କୁ ବିଶେଷ ସୁରକ୍ଷା ଦିଆଯିବ। ବାହିନୀର ସଦସ୍ୟମାନଙ୍କୁ ଆତ୍ମରକ୍ଷା ଓ କରାଟେ ପ୍ରଶିକ୍ଷଣ ଦିଆଯାଇଛି। ଯାତ୍ରୀମାନେ ଅସୁବିଧା ସମୟରେ ହେଲ୍ପଲାଇନ ନମ୍ବର ୧୮୨ରେ ଯୋଗାଯୋଗ କରିପାରିବେ। ପୂର୍ବତଟ ରେଳବାଇ ପକ୍ଷରୁ ଏହି ପଦକ୍ଷେପକୁ ସ୍ୱାଗତ କରାଯାଇଛି। bbox=[238, 744, 472, 844]
child-photo-1 bbox=[157, 85, 195, 129]
zodiac-prediction: ଆଜି ଉଚ୍ଚାଧିକାରୀଙ୍କ ସୁଦୃଷ୍ଟି ମିଳିବ। ନୂଆ ବ୍ୟବସାୟ ଆରମ୍ଭ କରିପାରିବେ। ପରିବାରରେ ମାଙ୍ଗଳିକ କାର୍ଯ୍ୟ। ମନ ପ୍ରସନ୍ନ ରହିବ। bbox=[782, 1051, 938, 1083]
missing-code: D-6500 bbox=[313, 546, 336, 553]
ad-rates: ବିଜ୍ଞାପନ ଦର: ଜନ୍ମଦିନର ଶୁଭେଚ୍ଛା ୭୫୦/-, ଶ୍ରଦ୍ଧାଞ୍ଜଳି ୧୫୦୦/-, କ୍ଲାସିଫାଏଡ୍ ୫୦/- ପ୍ରତି ଧାଡ଼ି। ଯୋଗାଯୋଗ: ଧରିତ୍ରୀ ବିଜ୍ଞାପନ ବିଭାଗ, ଭୁବନେଶ୍ୱର। bbox=[6, 1404, 232, 1458]
section-title-box bbox=[810, 6, 938, 46]
missing-title: ନିରୁଦ୍ଦିଷ୍ଟ bbox=[238, 272, 342, 290]
leo-icon: ♌ bbox=[726, 572, 772, 612]
masthead bbox=[0, 0, 945, 68]
